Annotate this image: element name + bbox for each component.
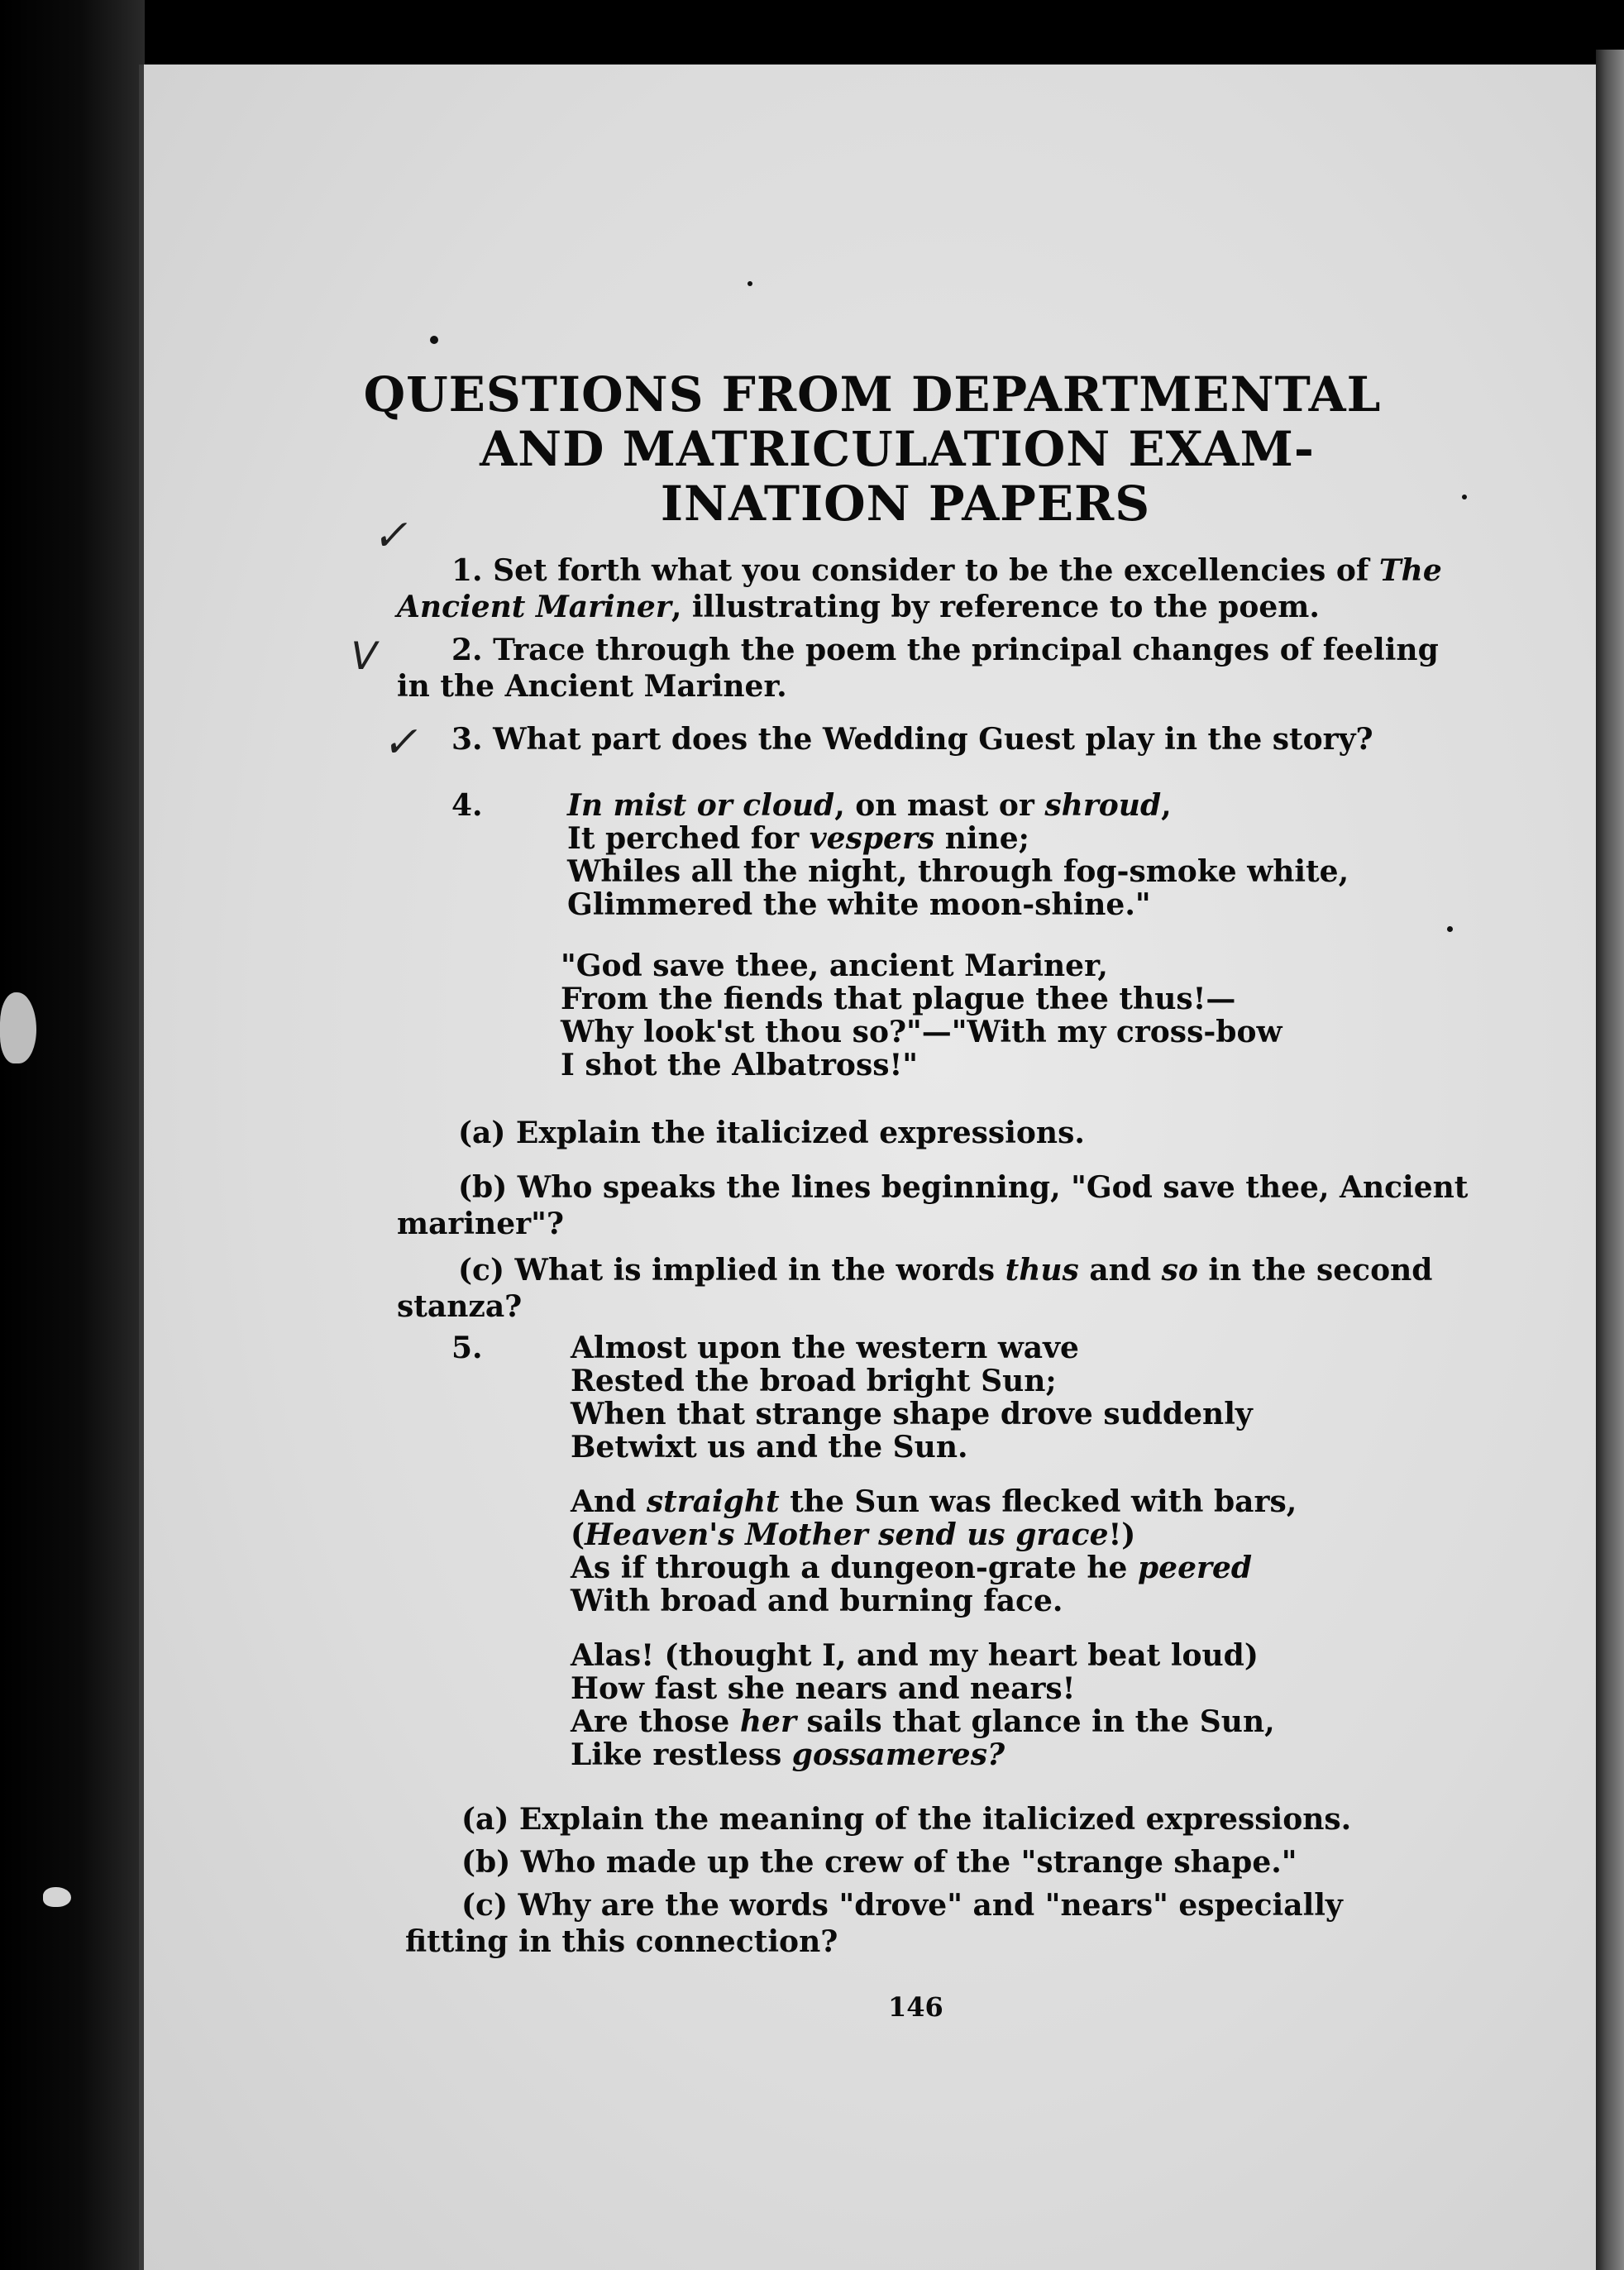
- verse-line: How fast she nears and nears!: [571, 1671, 1076, 1706]
- verse-line: Almost upon the western wave: [571, 1331, 1079, 1365]
- verse-line: When that strange shape drove suddenly: [571, 1397, 1253, 1431]
- question-4c-italic: thus: [1005, 1253, 1079, 1288]
- verse-text: !): [1108, 1517, 1136, 1552]
- question-5-stanza-3: [571, 1639, 1275, 1771]
- question-4b-line-2: mariner"?: [397, 1207, 564, 1241]
- question-5-number: 5.: [451, 1331, 483, 1365]
- question-5b-text: (b) Who made up the crew of the "strange shape.": [461, 1845, 1297, 1880]
- verse-italic: straight: [646, 1484, 780, 1519]
- scan-artifact: [0, 992, 36, 1063]
- question-5a-text: (a) Explain the meaning of the italicized expressions.: [461, 1802, 1352, 1837]
- page-title-line-3: INATION PAPERS: [660, 476, 1151, 532]
- question-1-italic-title: Ancient Mariner: [397, 590, 671, 624]
- page-title-line-2: AND MATRICULATION EXAM-: [480, 421, 1315, 477]
- question-4a-text: (a) Explain the italicized expressions.: [458, 1116, 1085, 1150]
- verse-line: Why look'st thou so?"—"With my cross-bow: [561, 1015, 1282, 1049]
- question-5-stanza-1: [571, 1331, 1253, 1464]
- verse-line: "God save thee, ancient Mariner,: [561, 949, 1108, 983]
- verse-text: ,: [1161, 788, 1172, 823]
- question-4a: [458, 1115, 1085, 1151]
- question-1-text: 1. Set forth what you consider to be the excellencies of: [451, 553, 1379, 588]
- verse-italic: Heaven's Mother send us grace: [585, 1517, 1109, 1552]
- question-4c: [397, 1252, 1538, 1325]
- verse-line: Rested the broad bright Sun;: [571, 1364, 1057, 1398]
- verse-text: nine;: [934, 821, 1029, 856]
- scan-artifact: [43, 1887, 71, 1907]
- verse-line: From the fiends that plague thee thus!—: [561, 982, 1236, 1016]
- verse-text: , on mast or: [834, 788, 1045, 823]
- verse-italic: In mist or cloud: [567, 788, 835, 823]
- handwritten-check-mark: ✓: [370, 511, 417, 561]
- verse-line: I shot the Albatross!": [561, 1048, 919, 1082]
- question-5b: [461, 1844, 1297, 1881]
- page-title-line-1: QUESTIONS FROM DEPARTMENTAL: [363, 366, 1382, 423]
- question-5-stanza-2: [571, 1485, 1297, 1618]
- question-4c-italic: so: [1161, 1253, 1198, 1288]
- question-4c-line-2: stanza?: [397, 1289, 523, 1324]
- question-4c-text: and: [1078, 1253, 1162, 1288]
- question-5a: [461, 1801, 1351, 1838]
- verse-text: sails that glance in the Sun,: [795, 1704, 1275, 1739]
- verse-italic: shroud: [1044, 788, 1162, 823]
- question-2-line-1: 2. Trace through the poem the principal changes of feeling: [451, 633, 1439, 667]
- page-number: 146: [888, 1991, 943, 2023]
- question-5c-line-2: fitting in this connection?: [405, 1924, 838, 1959]
- question-4c-text: in the second: [1197, 1253, 1433, 1288]
- verse-italic: peered: [1138, 1551, 1253, 1585]
- verse-line: Glimmered the white moon-shine.": [567, 887, 1151, 922]
- question-4-stanza-1: [567, 789, 1349, 921]
- verse-text: And: [571, 1484, 647, 1519]
- question-4-stanza-2: [561, 949, 1282, 1082]
- verse-line: Alas! (thought I, and my heart beat loud): [571, 1638, 1259, 1673]
- question-1: [397, 552, 1533, 625]
- question-3-line-1: 3. What part does the Wedding Guest play in the story?: [451, 722, 1373, 757]
- verse-line: With broad and burning face.: [571, 1584, 1063, 1618]
- question-5c-line-1: (c) Why are the words "drove" and "nears" especially: [461, 1888, 1343, 1923]
- verse-line: Betwixt us and the Sun.: [571, 1430, 968, 1465]
- verse-text: As if through a dungeon-grate he: [571, 1551, 1138, 1585]
- question-5c: [405, 1887, 1541, 1960]
- verse-text: Like restless: [571, 1737, 792, 1772]
- question-2: [397, 632, 1533, 705]
- handwritten-check-mark: V: [346, 633, 382, 678]
- verse-text: Are those: [571, 1704, 740, 1739]
- handwritten-check-mark: ✓: [380, 718, 427, 767]
- verse-line: Whiles all the night, through fog-smoke white,: [567, 854, 1349, 889]
- question-4b-line-1: (b) Who speaks the lines beginning, "God save thee, Ancient: [458, 1170, 1469, 1205]
- question-1-text: , illustrating by reference to the poem.: [671, 590, 1320, 624]
- question-4-number: 4.: [451, 788, 483, 823]
- verse-italic: her: [739, 1704, 796, 1739]
- question-2-line-2: in the Ancient Mariner.: [397, 669, 787, 704]
- book-binding-edge: [0, 0, 145, 2270]
- question-4b: [397, 1169, 1538, 1242]
- verse-text: (: [571, 1517, 585, 1552]
- book-page: [139, 65, 1596, 2270]
- question-4c-text: (c) What is implied in the words: [458, 1253, 1005, 1288]
- question-3: [451, 721, 1373, 757]
- verse-italic: gossameres?: [791, 1737, 1005, 1772]
- verse-text: It perched for: [567, 821, 810, 856]
- question-1-italic: The: [1378, 553, 1442, 588]
- verse-italic: vespers: [809, 821, 935, 856]
- verse-text: the Sun was flecked with bars,: [779, 1484, 1297, 1519]
